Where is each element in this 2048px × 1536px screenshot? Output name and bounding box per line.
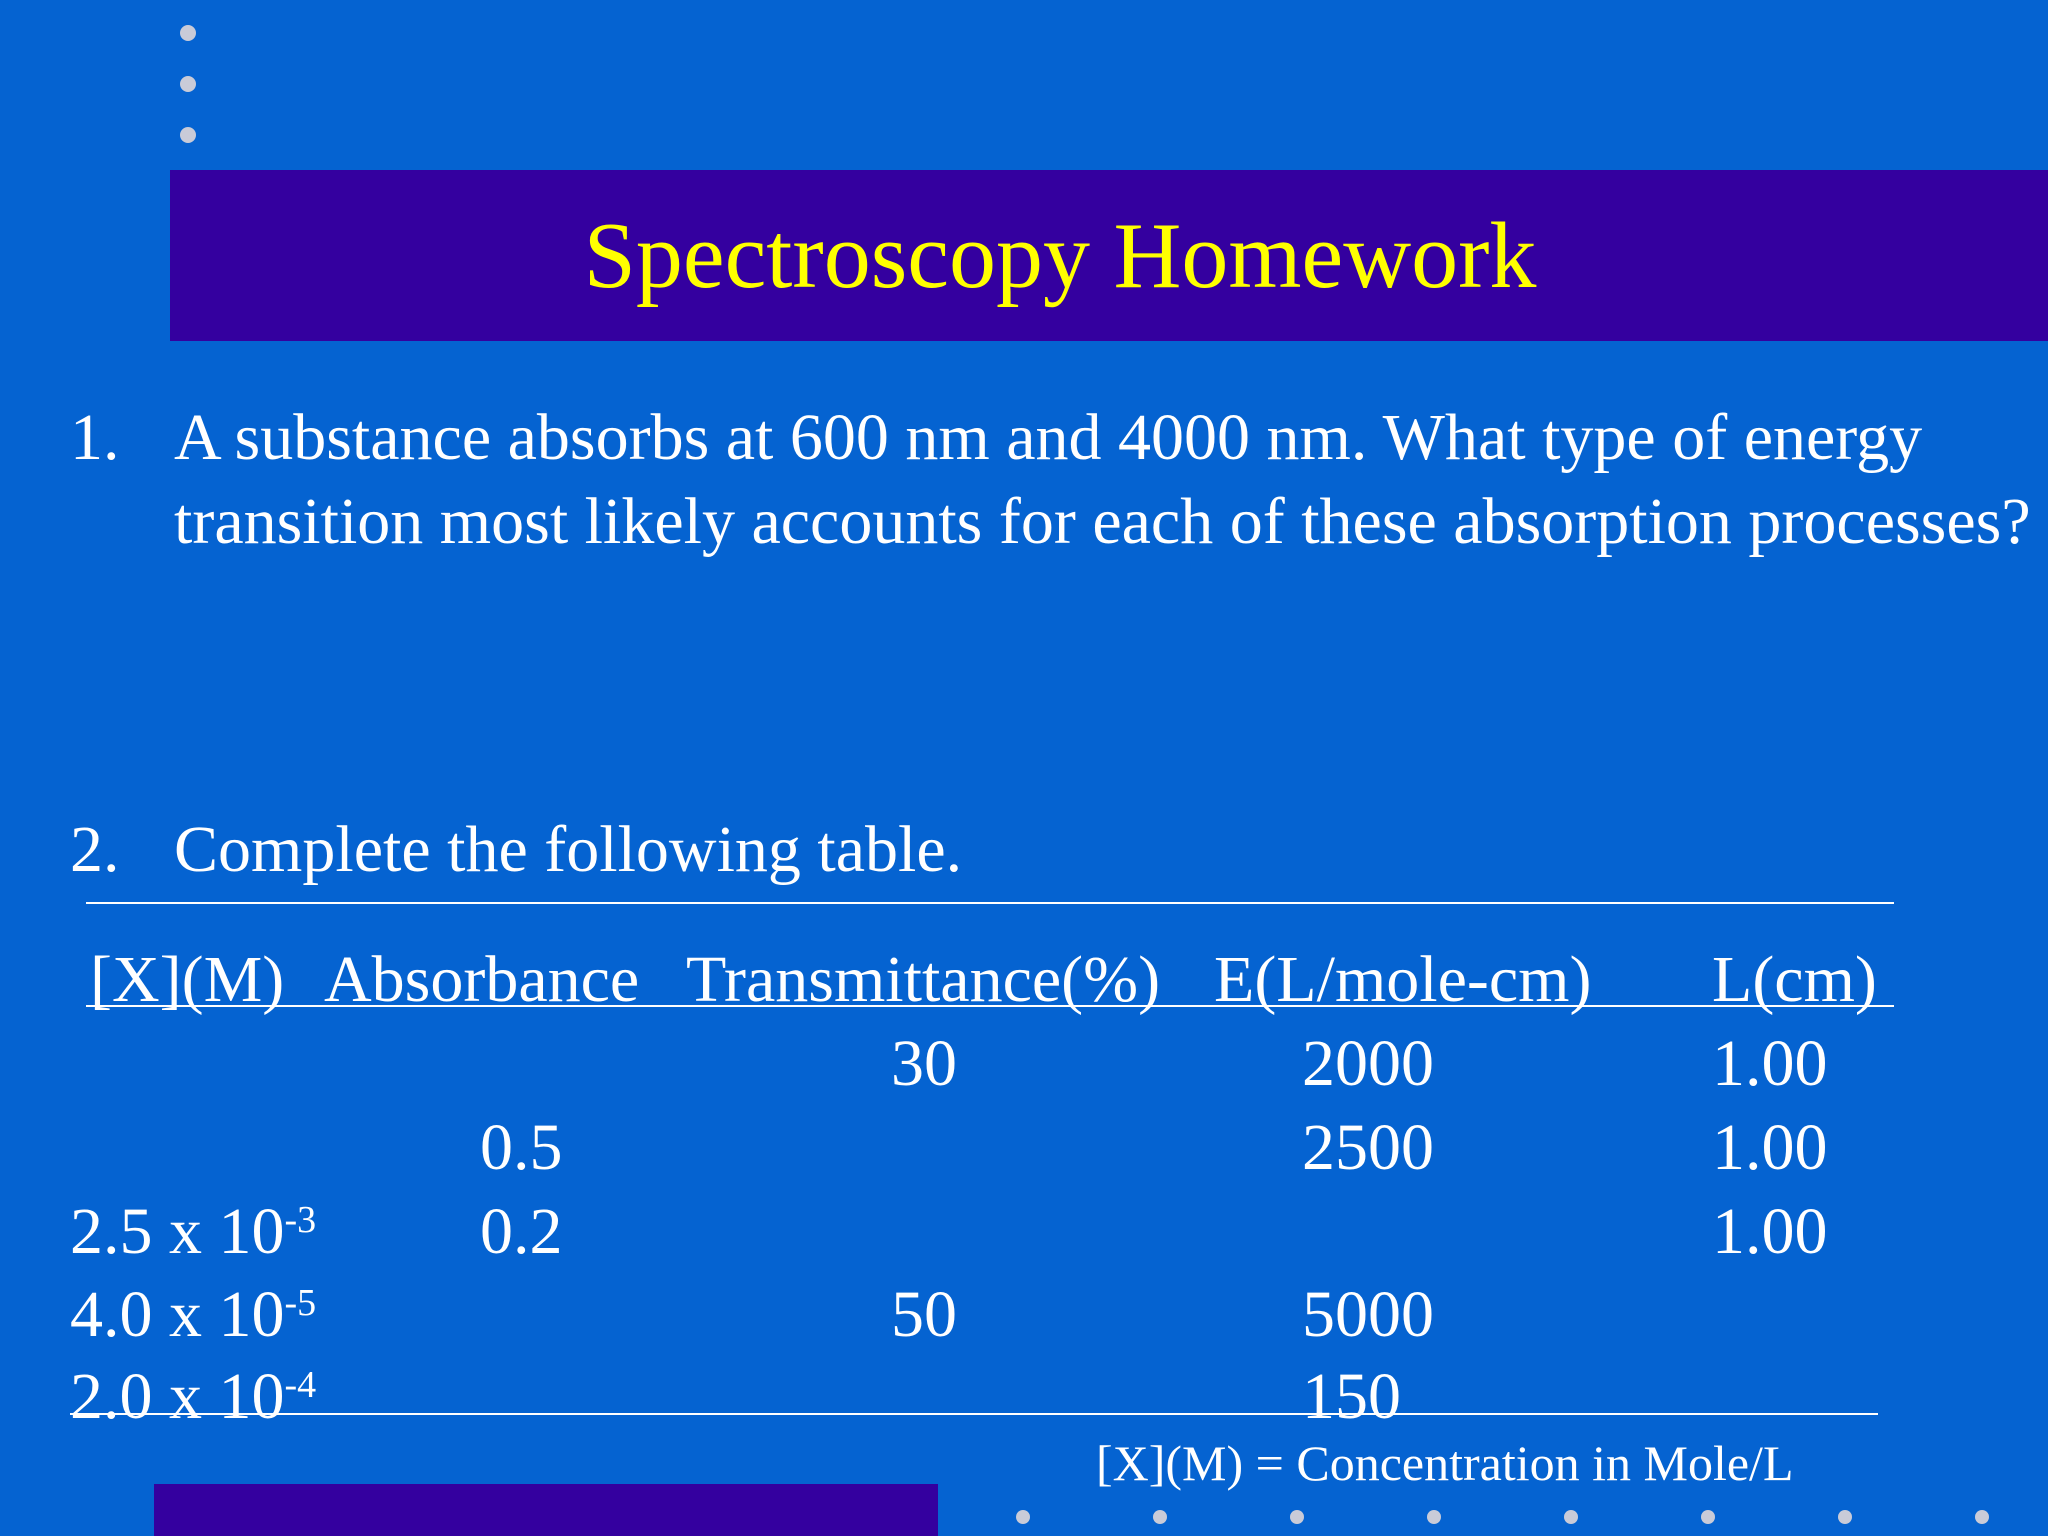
column-header: Transmittance(%) bbox=[686, 943, 1161, 1016]
path-length-cell: 1.00 bbox=[1712, 1195, 1828, 1268]
decor-dot bbox=[1153, 1510, 1167, 1524]
question-number: 1. bbox=[70, 401, 120, 474]
slide-title: Spectroscopy Homework bbox=[583, 203, 1537, 308]
decor-dot bbox=[180, 76, 196, 92]
question-text: A substance absorbs at 600 nm and 4000 nm. What type of energy transition most likely accounts for each of these absorption processes? bbox=[174, 401, 2031, 558]
concentration-cell bbox=[70, 1195, 317, 1268]
path-length-cell: 1.00 bbox=[1712, 1111, 1828, 1184]
absorptivity-cell: 2500 bbox=[1302, 1111, 1434, 1184]
bottom-accent-bar bbox=[154, 1484, 938, 1536]
decor-dot bbox=[1838, 1510, 1852, 1524]
footnote: [X](M) = Concentration in Mole/L bbox=[1096, 1435, 1794, 1491]
absorbance-cell: 0.5 bbox=[480, 1111, 563, 1184]
column-header: Absorbance bbox=[324, 943, 640, 1016]
absorptivity-cell: 5000 bbox=[1302, 1278, 1434, 1351]
transmittance-cell: 30 bbox=[891, 1027, 957, 1100]
decor-dot bbox=[1427, 1510, 1441, 1524]
decor-dot bbox=[1564, 1510, 1578, 1524]
column-header: L(cm) bbox=[1712, 943, 1877, 1016]
concentration-exponent: -4 bbox=[284, 1364, 317, 1406]
absorptivity-cell: 150 bbox=[1302, 1360, 1401, 1433]
transmittance-cell: 50 bbox=[891, 1278, 957, 1351]
decor-dot bbox=[1016, 1510, 1030, 1524]
concentration-exponent: -3 bbox=[284, 1199, 317, 1241]
column-header: E(L/mole-cm) bbox=[1214, 943, 1592, 1016]
question-number: 2. bbox=[70, 813, 120, 886]
decor-dot bbox=[180, 127, 196, 143]
table-bottom-rule bbox=[70, 1413, 1878, 1415]
decor-dot bbox=[1290, 1510, 1304, 1524]
question-text: Complete the following table. bbox=[174, 813, 963, 886]
concentration-base: 2.0 x 10 bbox=[70, 1360, 285, 1433]
decor-dot bbox=[1975, 1510, 1989, 1524]
decor-dot bbox=[1701, 1510, 1715, 1524]
concentration-cell bbox=[70, 1278, 317, 1351]
concentration-exponent: -5 bbox=[284, 1282, 317, 1324]
table-top-rule bbox=[86, 902, 1894, 904]
column-header: [X](M) bbox=[90, 943, 285, 1016]
decor-dot bbox=[180, 25, 196, 41]
absorptivity-cell: 2000 bbox=[1302, 1027, 1434, 1100]
concentration-base: 2.5 x 10 bbox=[70, 1195, 285, 1268]
concentration-cell bbox=[70, 1360, 317, 1433]
absorbance-cell: 0.2 bbox=[480, 1195, 563, 1268]
concentration-base: 4.0 x 10 bbox=[70, 1278, 285, 1351]
path-length-cell: 1.00 bbox=[1712, 1027, 1828, 1100]
